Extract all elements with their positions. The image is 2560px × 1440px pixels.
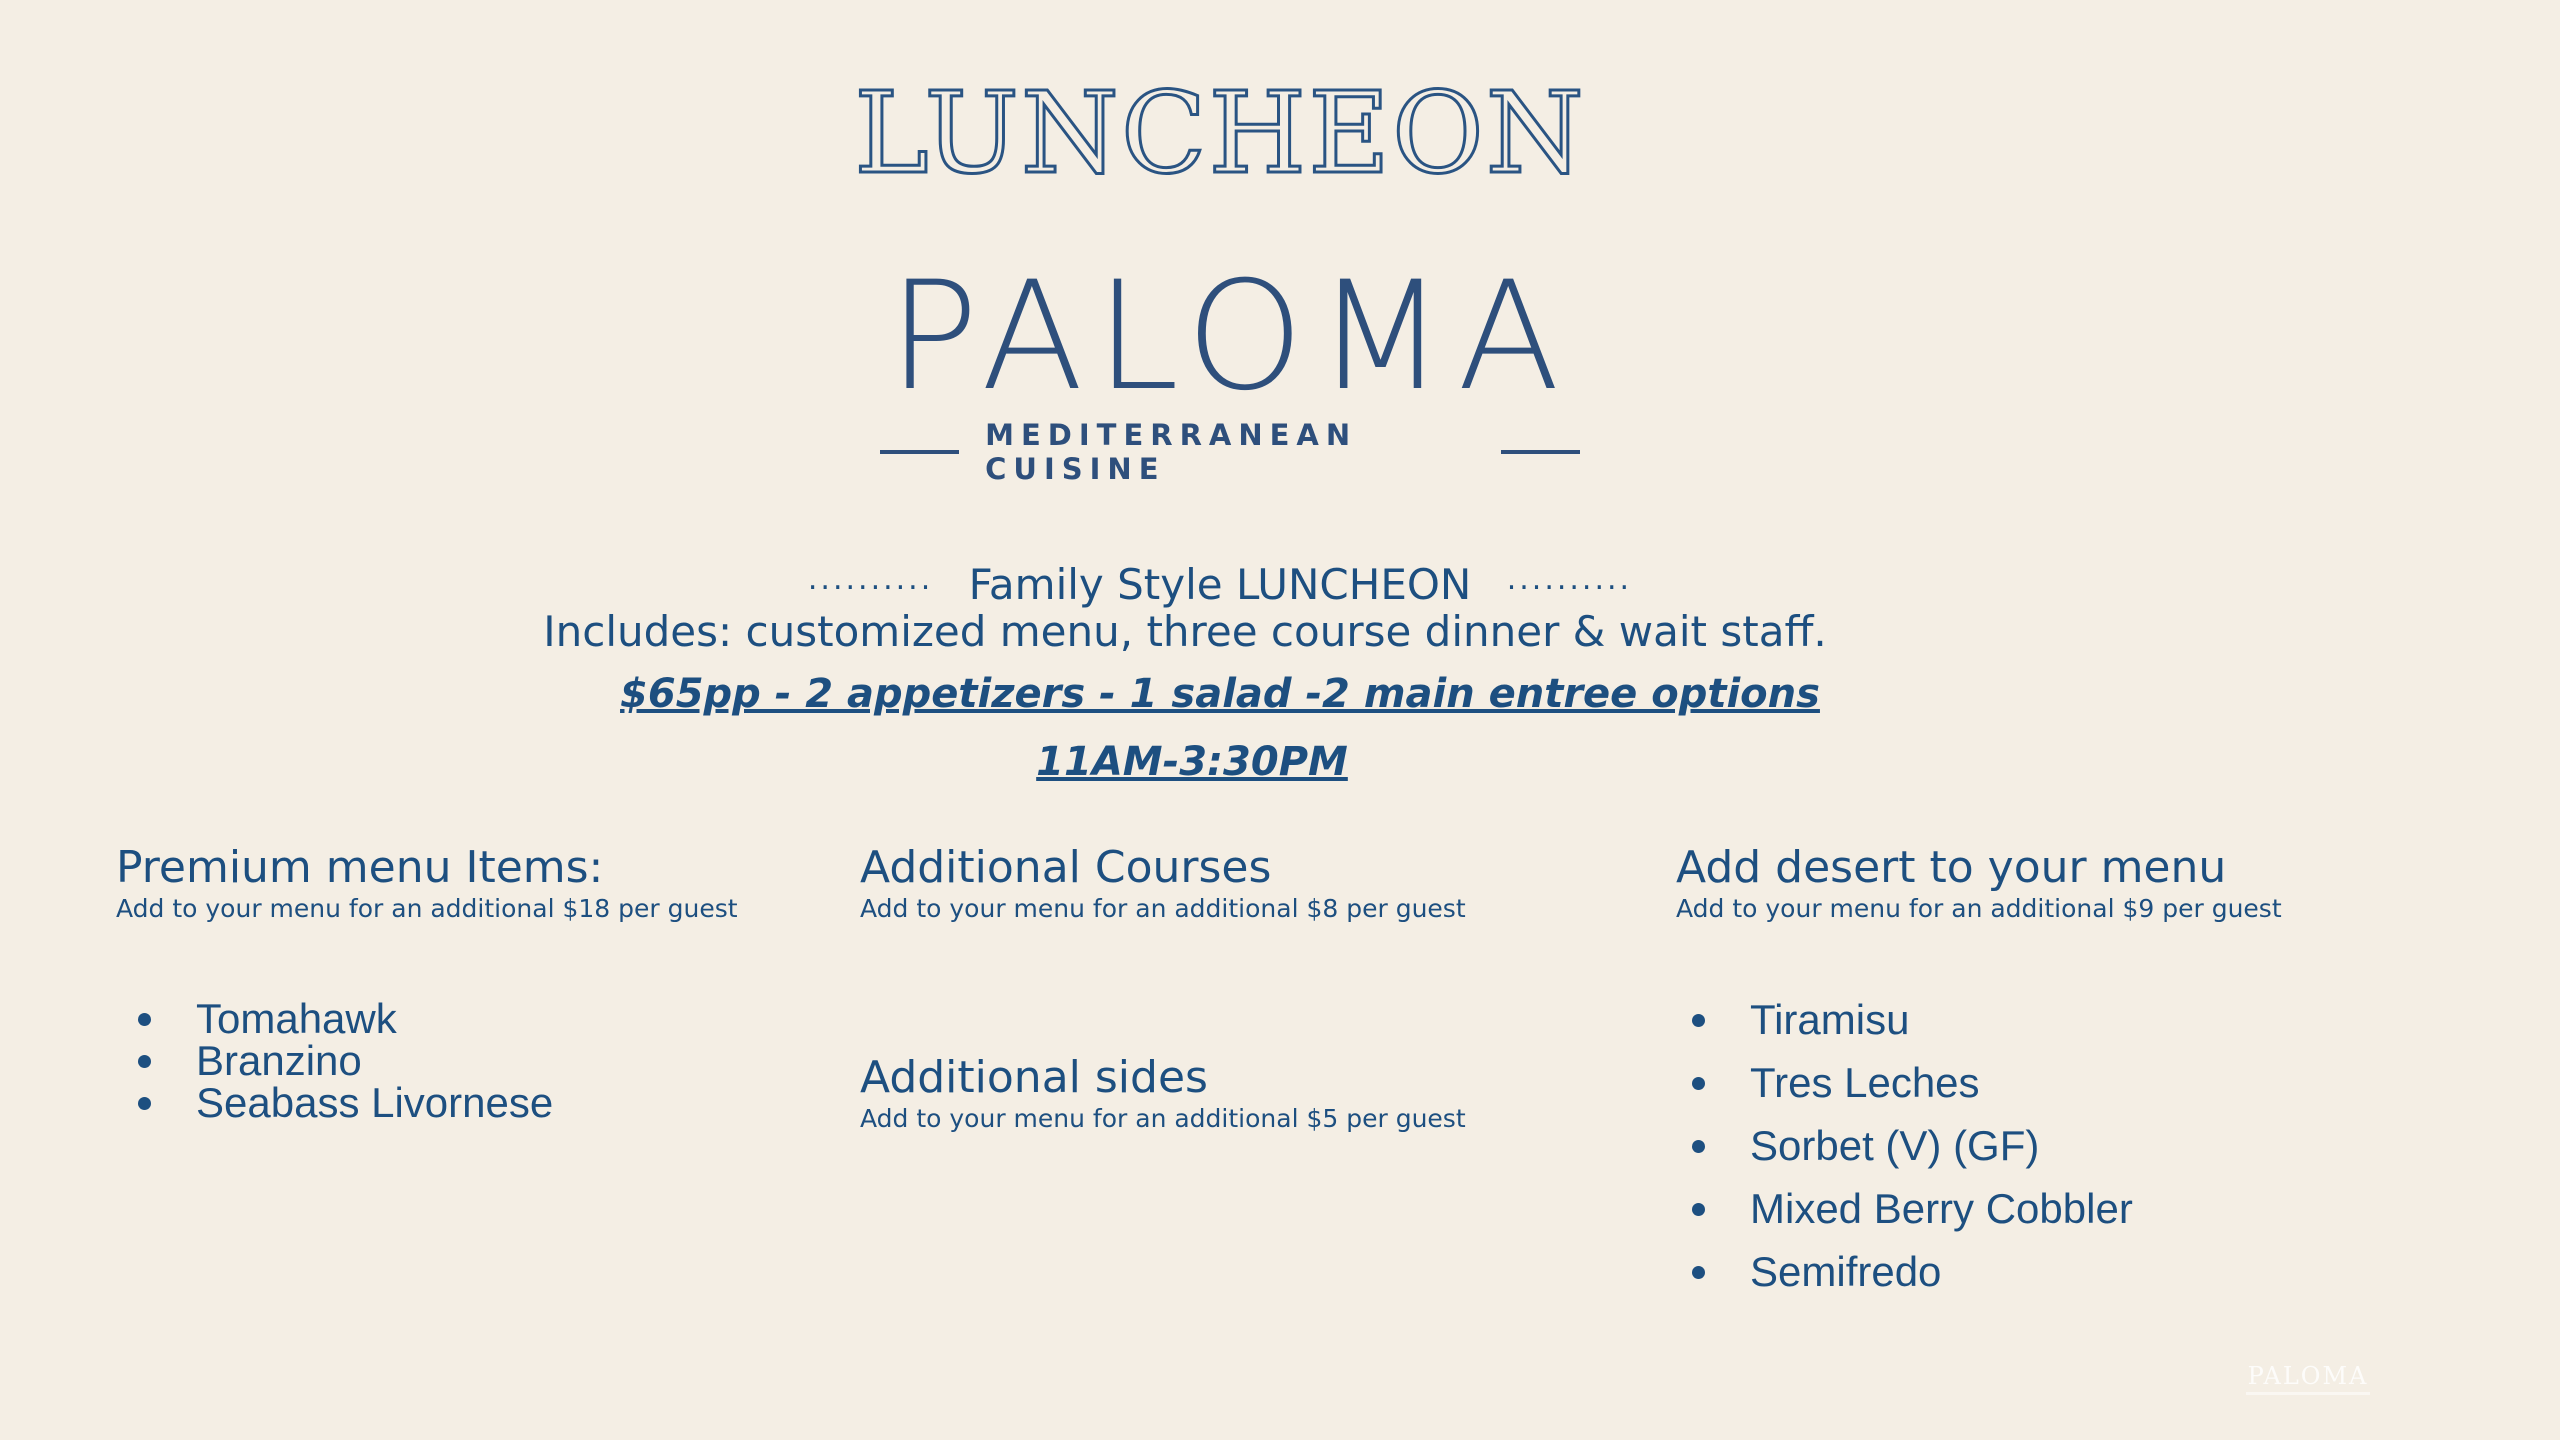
desert-list xyxy=(1692,988,2133,1303)
list-item: Tiramisu xyxy=(1692,988,2133,1051)
desert-heading: Add desert to your menu xyxy=(1676,842,2227,893)
watermark-rule xyxy=(2246,1392,2370,1395)
premium-note: Add to your menu for an additional $18 per guest xyxy=(116,894,738,923)
page-title: LUNCHEON xyxy=(854,69,1586,199)
paloma-logo xyxy=(880,250,1580,486)
list-item: Mixed Berry Cobbler xyxy=(1692,1177,2133,1240)
desert-note: Add to your menu for an additional $9 per guest xyxy=(1676,894,2282,923)
logo-tagline: MEDITERRANEAN CUISINE xyxy=(985,418,1358,486)
list-item: Semifredo xyxy=(1692,1240,2133,1303)
hours-text: 11AM-3:30PM xyxy=(1036,739,1348,785)
premium-section xyxy=(116,842,738,924)
premium-heading: Premium menu Items: xyxy=(116,842,604,893)
logo-rule-right xyxy=(1501,450,1580,454)
additional-courses-section xyxy=(860,842,1466,924)
includes-text: Includes: customized menu, three course dinner & wait staff. xyxy=(543,607,1827,656)
dots-right: .......... xyxy=(1506,562,1633,597)
list-item: Branzino xyxy=(138,1040,553,1082)
list-item: Seabass Livornese xyxy=(138,1082,553,1124)
dots-left: .......... xyxy=(807,562,934,597)
price-text: $65pp - 2 appetizers - 1 salad -2 main entree options xyxy=(620,671,1820,717)
list-item: Sorbet (V) (GF) xyxy=(1692,1114,2133,1177)
desert-section xyxy=(1676,842,2282,924)
additional-courses-note: Add to your menu for an additional $8 per guest xyxy=(860,894,1466,923)
premium-list xyxy=(138,995,554,1126)
family-style-text: Family Style LUNCHEON xyxy=(968,560,1472,609)
additional-courses-heading: Additional Courses xyxy=(860,842,1272,893)
list-item: Tres Leches xyxy=(1692,1051,2133,1114)
additional-sides-note: Add to your menu for an additional $5 per guest xyxy=(860,1104,1466,1133)
watermark-logo: PALOMA xyxy=(2247,1362,2369,1390)
logo-rule-left xyxy=(880,450,959,454)
additional-sides-section xyxy=(860,1052,1466,1134)
logo-tagline-row xyxy=(880,418,1580,486)
additional-sides-heading: Additional sides xyxy=(860,1052,1208,1103)
logo-wordmark: PALOMA xyxy=(888,250,1572,424)
list-item: Tomahawk xyxy=(138,998,553,1040)
